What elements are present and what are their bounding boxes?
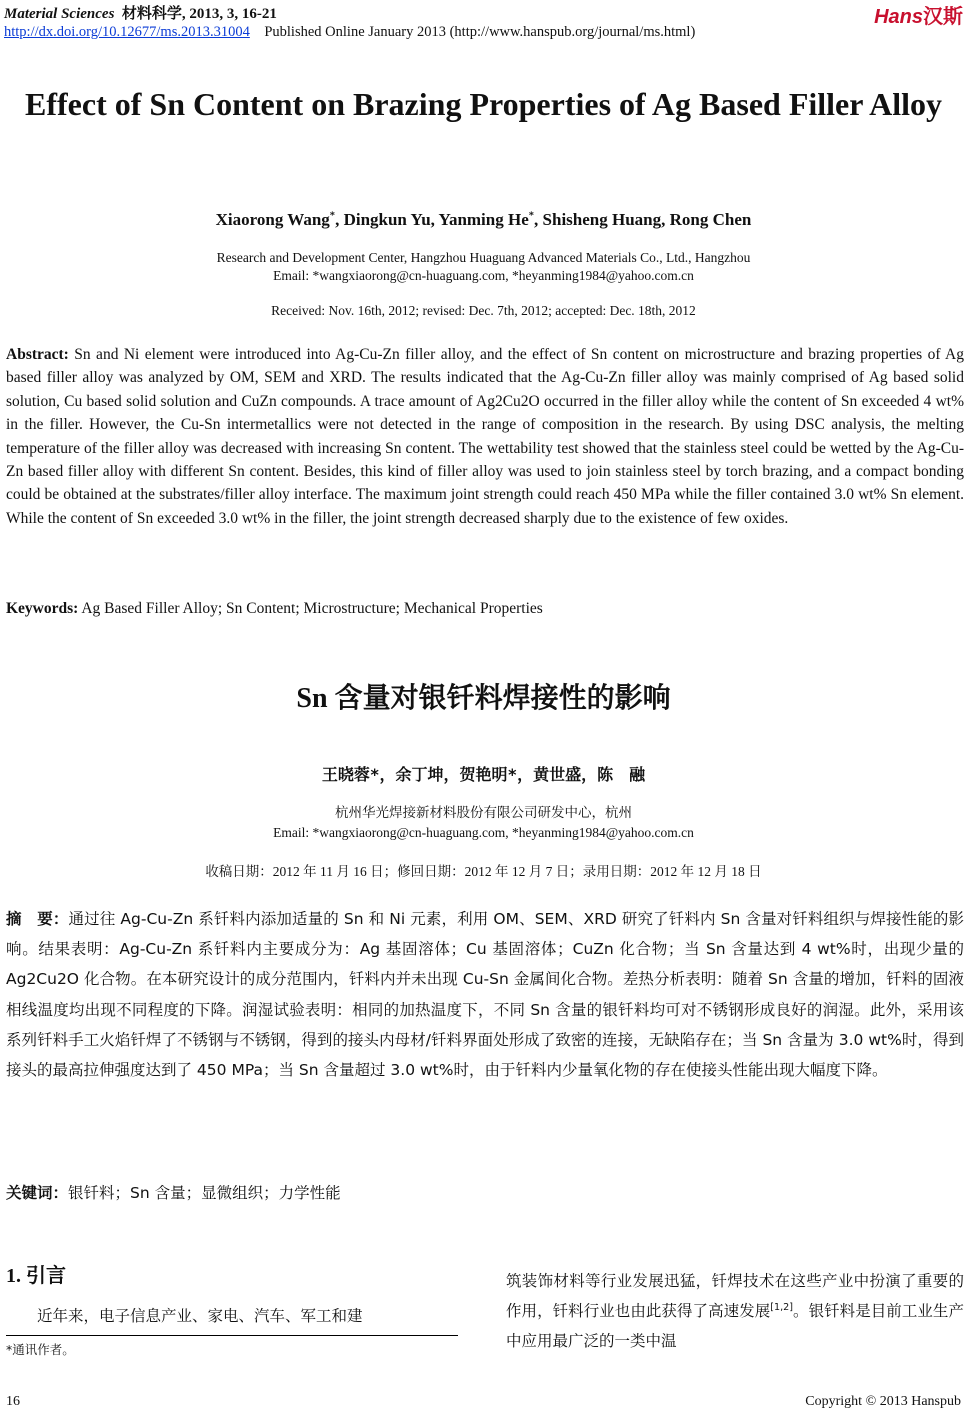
abstract <box>6 343 964 530</box>
cn-keywords-text: 银钎料；Sn 含量；显微组织；力学性能 <box>68 1184 341 1202</box>
right-column <box>506 1266 964 1356</box>
cn-abstract-label: 摘 要： <box>6 910 69 928</box>
logo-latin: Hans <box>874 6 923 28</box>
cn-author-list: 王晓蓉*，余丁坤，贺艳明*，黄世盛，陈 融 <box>321 765 646 784</box>
cn-abstract <box>6 904 964 1085</box>
published-online: Published Online January 2013 (http://www.hanspub.org/journal/ms.html) <box>264 24 696 40</box>
keywords-text: Ag Based Filler Alloy; Sn Content; Microstructure; Mechanical Properties <box>81 600 543 617</box>
author: Rong Chen <box>669 210 752 229</box>
cn-abstract-text: 通过往 Ag-Cu-Zn 系钎料内添加适量的 Sn 和 Ni 元素，利用 OM、SEM、XRD 研究了钎料内 Sn 含量对钎料组织与焊接性能的影响。结果表明：Ag-Cu-Zn 系钎料内主要成分为：Ag 基固溶体；Cu 基固溶体；CuZn 化合物；当 Sn 含量达到 4 wt%时，出现少量的 Ag2Cu2O 化合物。在本研究设计的成分范围内，钎料内并未出现 Cu-Sn 金属间化合物。差热分析表明：随着 Sn 含量的增加，钎料的固液相线温度均出现不同程度的下降。润湿试验表明：相同的加热温度下，不同 Sn 含量的银钎料均可对不锈钢形成良好的润湿。此外，采用该系列钎料手工火焰钎焊了不锈钢与不锈钢，得到的接头内母材/钎料界面处形成了致密的连接，无缺陷存在；当 Sn 含量为 3.0 wt%时，得到接头的最高拉伸强度达到了 450 MPa；当 Sn 含量超过 3.0 wt%时，由于钎料内少量氧化物的存在使接头性能出现大幅度下降。 <box>6 910 964 1080</box>
page-number: 16 <box>6 1394 20 1409</box>
author: Yanming He <box>438 210 529 229</box>
abstract-label: Abstract: <box>6 346 69 363</box>
email: Email: *wangxiaorong@cn-huaguang.com, *heyanming1984@yahoo.com.cn <box>273 268 694 283</box>
cn-email: Email: *wangxiaorong@cn-huaguang.com, *heyanming1984@yahoo.com.cn <box>273 825 694 840</box>
hanspub-logo <box>874 0 963 29</box>
cn-keywords-label: 关键词： <box>6 1184 69 1202</box>
cn-keywords <box>6 1178 964 1208</box>
paper-title: Effect of Sn Content on Brazing Properties of Ag Based Filler Alloy <box>25 86 942 122</box>
author: Shisheng Huang <box>542 210 662 229</box>
logo-cn: 汉斯 <box>923 6 963 28</box>
author: Dingkun Yu <box>343 210 431 229</box>
affiliation-block <box>0 249 967 285</box>
left-column <box>6 1303 458 1329</box>
journal-issue: 材料科学, 2013, 3, 16-21 <box>121 6 277 22</box>
copyright: Copyright © 2013 Hanspub <box>805 1394 961 1409</box>
received-dates: Received: Nov. 16th, 2012; revised: Dec. 7th, 2012; accepted: Dec. 18th, 2012 <box>271 303 696 318</box>
right-column-text: 筑装饰材料等行业发展迅猛，钎焊技术在这些产业中扮演了重要的作用，钎料行业也由此获得了高速发展 <box>506 1272 964 1320</box>
abstract-text: Sn and Ni element were introduced into Ag-Cu-Zn filler alloy, and the effect of Sn content on microstructure and brazing properties of Ag based filler alloy was analyzed by OM, SEM and XRD. The results indicated that the Ag-Cu-Zn filler alloy was mainly comprised of Ag based solid solution, Cu based solid solution and CuZn compounds. A trace amount of Ag2Cu2O occurred in the filler alloy while the content of Sn exceeded 4 wt% in the filler. However, the Cu-Sn intermetallics were not detected in the range of composition in the research. By using DSC analysis, the melting temperature of the filler alloy was decreased with increasing Sn content. The wettability test showed that the stainless steel could be wetted by the Ag-Cu-Zn based filler alloy with different Sn content. Besides, this kind of filler alloy was used to join stainless steel by torch brazing, and a compact bonding could be obtained at the substrates/filler alloy interface. The maximum joint strength could reach 450 MPa while the filler contained 3.0 wt% Sn element. While the content of Sn exceeded 3.0 wt% in the filler, the joint strength decreased sharply due to the existence of few oxides. <box>6 346 964 527</box>
cn-received-dates: 收稿日期：2012 年 11 月 16 日；修回日期：2012 年 12 月 7 日；录用日期：2012 年 12 月 18 日 <box>205 864 762 879</box>
doi-line <box>4 24 695 41</box>
journal-header <box>4 2 277 23</box>
affiliation: Research and Development Center, Hangzhou Huaguang Advanced Materials Co., Ltd., Hangzhou <box>216 250 751 265</box>
citation[interactable]: [1,2] <box>770 1301 793 1313</box>
keywords-label: Keywords: <box>6 600 79 617</box>
cn-paper-title: Sn 含量对银钎料焊接性的影响 <box>296 683 671 714</box>
author: Xiaorong Wang <box>215 210 330 229</box>
footnote: *通讯作者。 <box>6 1342 75 1357</box>
journal-name: Material Sciences <box>4 6 115 22</box>
author-list: Xiaorong Wang*, Dingkun Yu, Yanming He*, Shisheng Huang, Rong Chen <box>215 210 752 229</box>
right-column-text-2: 。银钎料是目前工业生产中应用最广泛的一类中温 <box>506 1302 964 1350</box>
left-column-text: 近年来，电子信息产业、家电、汽车、军工和建 <box>37 1307 363 1325</box>
footnote-divider <box>6 1335 458 1336</box>
keywords <box>6 597 964 620</box>
cn-affiliation-block <box>0 803 967 843</box>
section-heading: 1. 引言 <box>6 1265 66 1287</box>
cn-affiliation: 杭州华光焊接新材料股份有限公司研发中心，杭州 <box>335 805 632 820</box>
doi-link[interactable]: http://dx.doi.org/10.12677/ms.2013.31004 <box>4 24 250 40</box>
